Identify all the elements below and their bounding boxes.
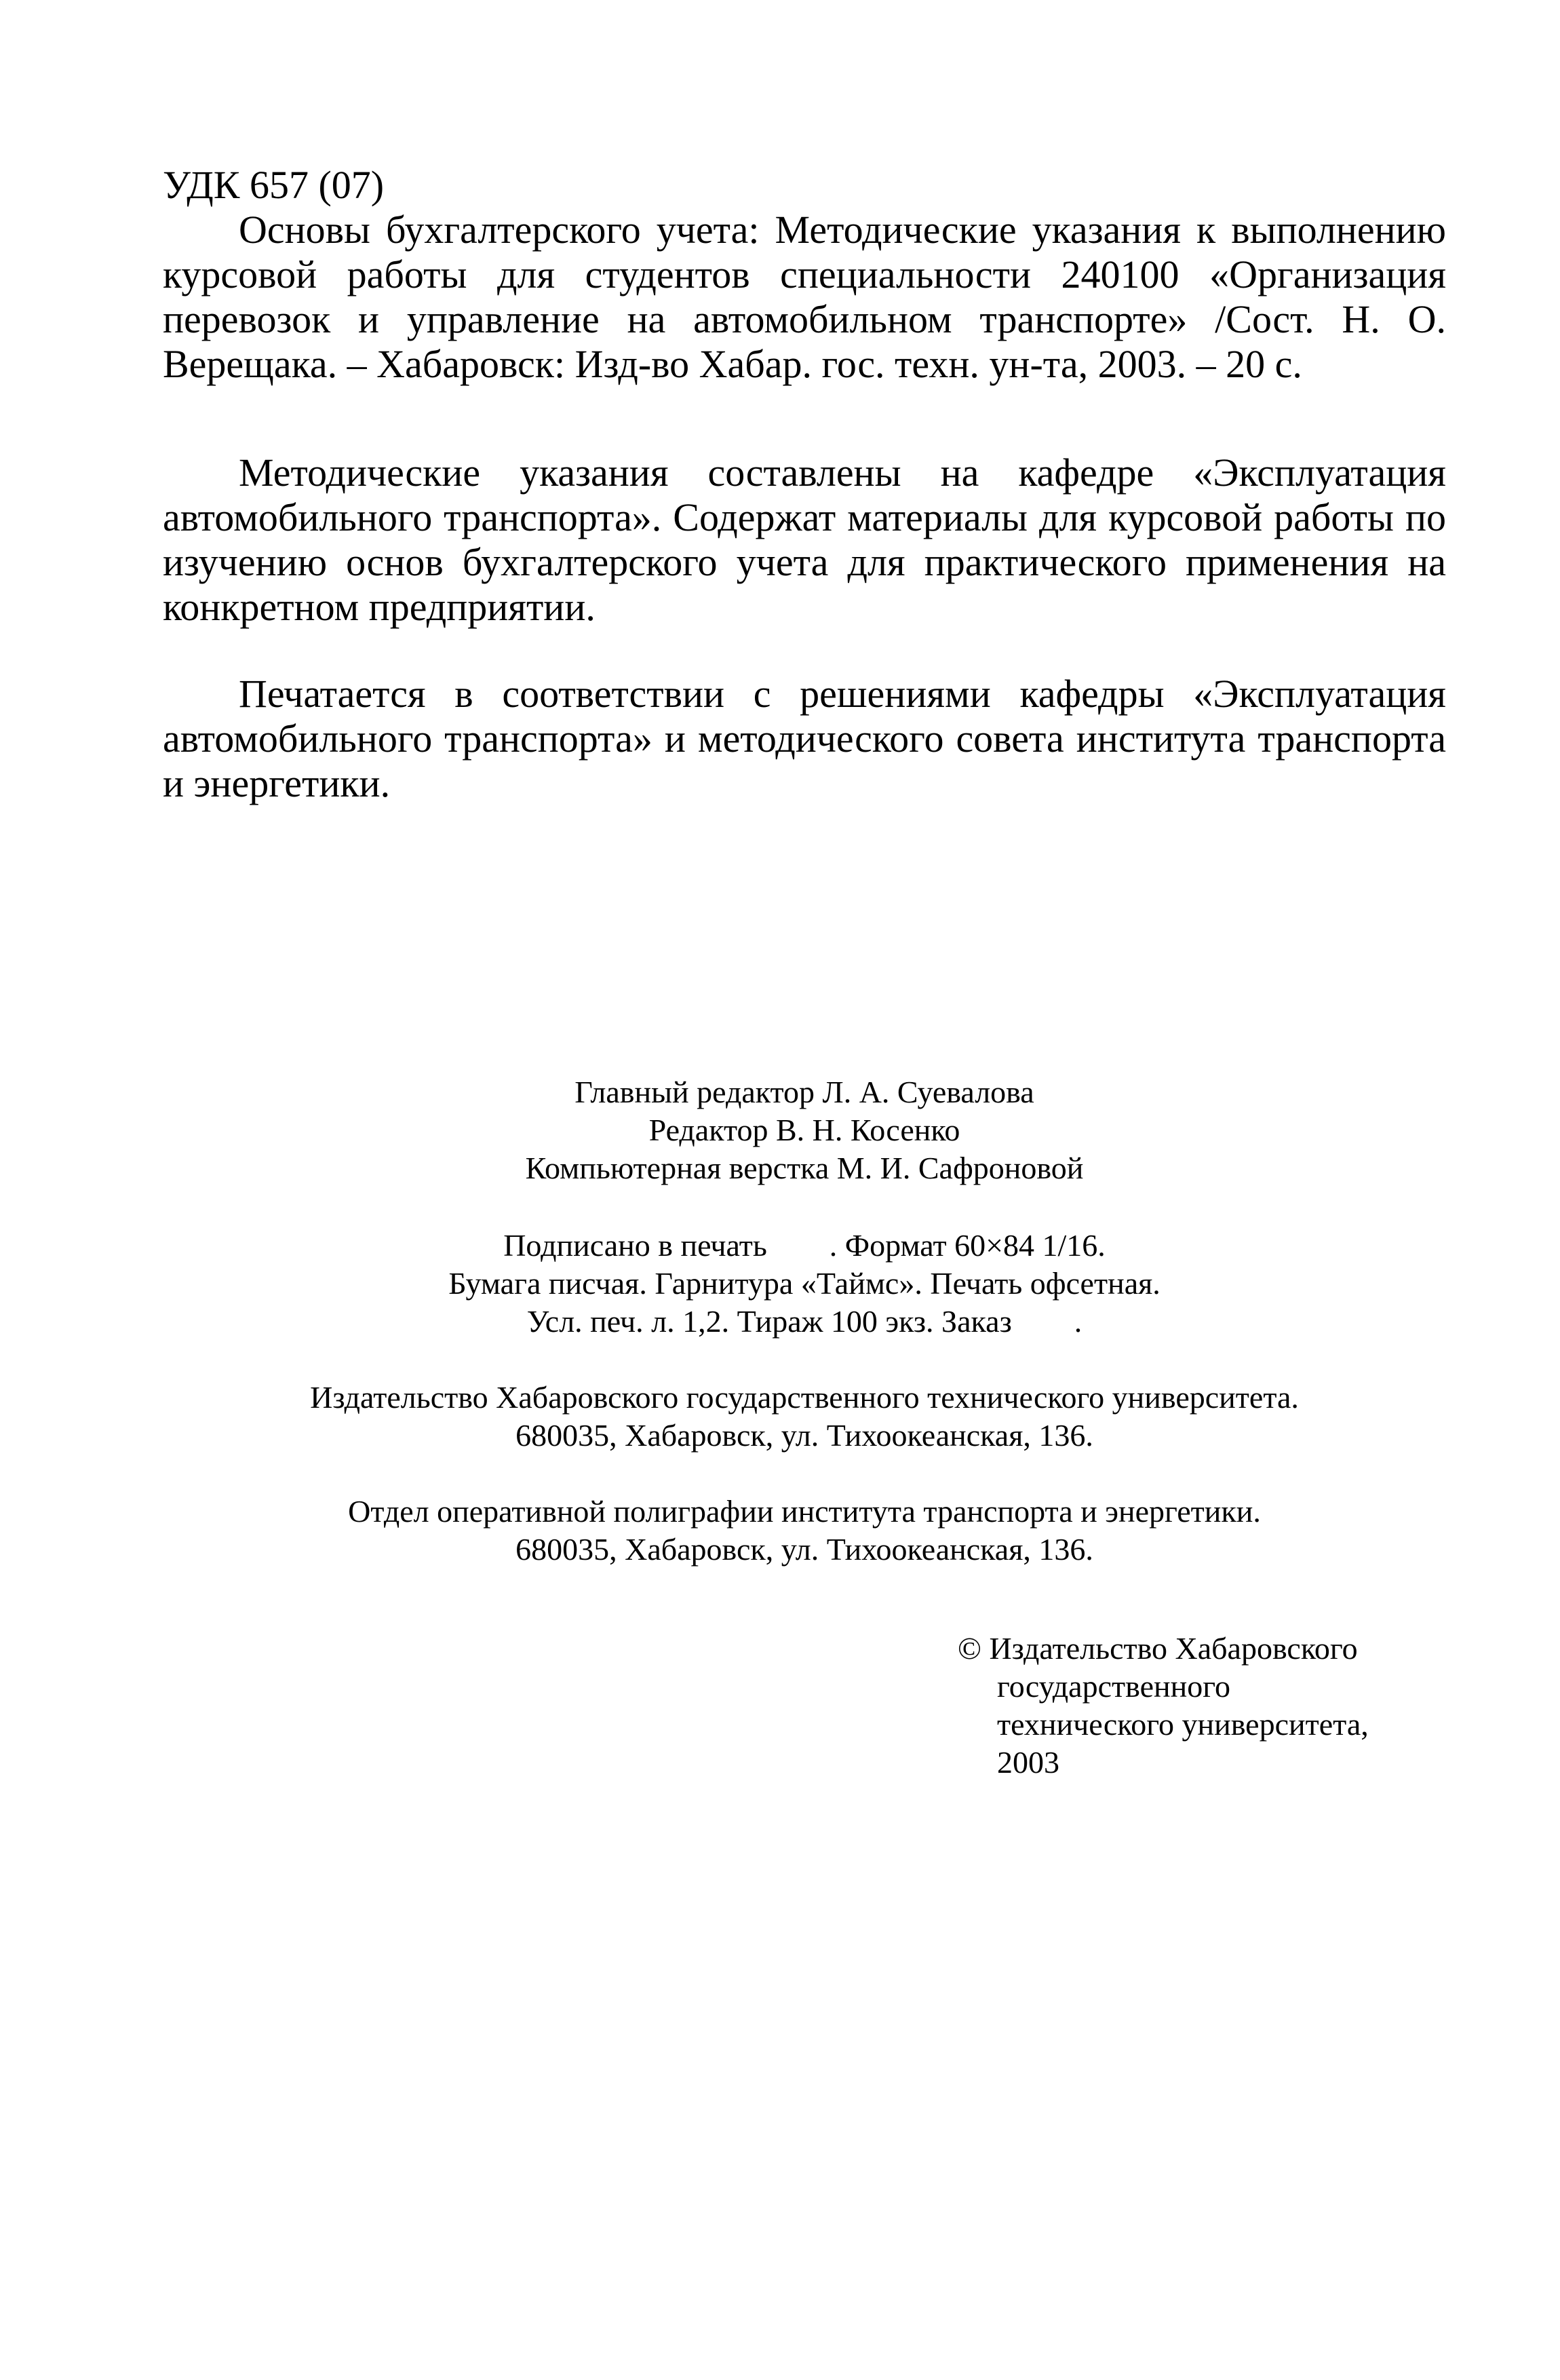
bibliographic-paragraph: Основы бухгалтерского учета: Методические указания к выполнению курсовой работы для студентов специальности 240100 «Организация перевозок и управление на автомобильном транспорте» /Сост. Н. О. Верещака. – Хабаровск: Изд-во Хабар. гос. техн. ун-та, 2003. – 20 с. (163, 208, 1446, 386)
approval-paragraph: Печатается в соответствии с решениями кафедры «Эксплуатация автомобильного транспорта» и методического совета института транспорта и энергетики. (163, 672, 1446, 805)
editorial-staff (163, 1073, 1446, 1187)
printing-department-address: 680035, Хабаровск, ул. Тихоокеанская, 136. (515, 1532, 1093, 1567)
copyright-line-4: 2003 (997, 1745, 1059, 1780)
printing-department-name: Отдел оперативной полиграфии института транспорта и энергетики. (348, 1494, 1261, 1529)
copyright-line-3: технического университета, (997, 1707, 1369, 1742)
publisher-block (163, 1379, 1446, 1455)
editor-line: Редактор В. Н. Косенко (648, 1113, 960, 1147)
udk-code: УДК 657 (07) (163, 163, 385, 207)
copyright-line-2: государственного (997, 1669, 1230, 1704)
run-line: Усл. печ. л. 1,2. Тираж 100 экз. Заказ . (526, 1304, 1083, 1339)
chief-editor-line: Главный редактор Л. А. Суевалова (574, 1075, 1034, 1109)
layout-line: Компьютерная верстка М. И. Сафроновой (525, 1151, 1084, 1185)
printing-department-block (163, 1493, 1446, 1569)
paper-line: Бумага писчая. Гарнитура «Таймс». Печать офсетная. (448, 1266, 1161, 1301)
print-details (163, 1227, 1446, 1341)
copyright-block (958, 1630, 1369, 1782)
publisher-name: Издательство Хабаровского государственного технического университета. (310, 1380, 1299, 1415)
publisher-address: 680035, Хабаровск, ул. Тихоокеанская, 136. (515, 1418, 1093, 1453)
copyright-line-1: © Издательство Хабаровского (958, 1631, 1358, 1666)
abstract-paragraph: Методические указания составлены на кафедре «Эксплуатация автомобильного транспорта». Содержат материалы для курсовой работы по изучению основ бухгалтерского учета для практического применения на конкретном предприятии. (163, 450, 1446, 629)
signed-line: Подписано в печать . Формат 60×84 1/16. (503, 1228, 1106, 1263)
